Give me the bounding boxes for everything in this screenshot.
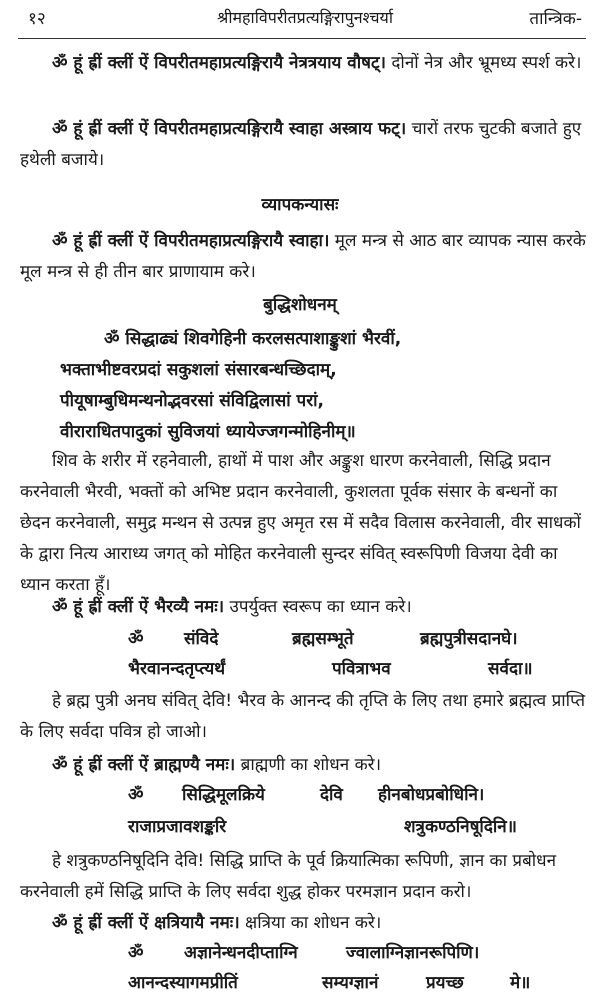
section-label: तान्त्रिक- (529, 9, 582, 29)
verse-word: सर्वदा॥ (488, 659, 533, 679)
verse-word: संविदे (184, 629, 219, 649)
instruction: चारों तरफ चुटकी बजाते हुए हथेली बजाये। (20, 119, 582, 170)
paragraph-kshatriya (20, 908, 586, 939)
verse-word: ब्रह्मसम्भूते (292, 629, 354, 649)
mantra: ॐ हूं ह्रीं क्लीं ऐं क्षत्रियायै नमः। (52, 913, 240, 933)
mantra: ॐ हूं ह्रीं क्लीं ऐं विपरीतमहाप्रत्यङ्गिरायै स्वाहा। (52, 231, 330, 251)
verse-word: प्रयच्छ (426, 973, 464, 993)
paragraph-bhairavi (20, 592, 586, 623)
mantra: ॐ हूं ह्रीं क्लीं ऐं विपरीतमहाप्रत्यङ्गिरायै नेत्रत्रयाय वौषट्। (52, 53, 386, 73)
verse-word: ब्रह्मपुत्रीसदानघे। (420, 629, 518, 649)
mantra: ॐ हूं ह्रीं क्लीं ऐं विपरीतमहाप्रत्यङ्गिरायै स्वाहा अस्त्राय फट्। (52, 119, 407, 139)
verse-word: ॐ (128, 629, 144, 649)
paragraph-netra (20, 48, 586, 79)
verse-word: भैरवानन्दतृप्त्यर्थं (128, 659, 226, 679)
verse-word: मे॥ (510, 973, 531, 993)
page-header (28, 6, 582, 32)
verse-word: अज्ञानेन्धनदीप्ताग्नि (184, 943, 298, 963)
instruction: मूल मन्त्र से आठ बार व्यापक न्यास करके मूल मन्त्र से ही तीन बार प्राणायाम करे। (20, 231, 586, 282)
verse-word: सम्यग्ज्ञानं (322, 973, 379, 993)
instruction: दोनों नेत्र और भ्रूमध्य स्पर्श करे। (386, 53, 582, 73)
paragraph-samvide-meaning: हे ब्रह्म पुत्री अनघ संवित् देवि! भैरव के आनन्द की तृप्ति के लिए तथा हमारे ब्रह्मत्व प्राप्ति के लिए सर्वदा पवित्र हो जाओ। (20, 691, 586, 742)
mantra: ॐ हूं ह्रीं क्लीं ऐं भैरव्यै नमः। (52, 597, 225, 617)
instruction: उपर्युक्त स्वरूप का ध्यान करे। (224, 597, 412, 617)
verse-line: भक्ताभीष्टवरप्रदां सकुशलां संसारबन्धच्छिदाम्, (60, 360, 337, 380)
paragraph-brahmani (20, 750, 586, 781)
heading-vyapaka-nyasa: व्यापकन्यासः (261, 195, 339, 215)
verse-word: ॐ (128, 943, 144, 963)
verse-word: आनन्दस्यागमप्रीतिं (128, 973, 238, 993)
verse-word: सिद्धिमूलक्रिये (182, 785, 265, 805)
verse-word: शत्रुकण्ठनिषूदिनि॥ (404, 817, 517, 837)
paragraph-dhyana-meaning: शिव के शरीर में रहनेवाली, हाथों में पाश और अङ्कुश धारण करनेवाली, सिद्धि प्रदान करनेवाली भैरवी, भक्तों को अभिष्ट प्रदान करनेवाली, कुशलता पूर्वक संसार के बन्धनों का छेदन करनेवाली, समुद्र मन्थन से उत्पन्न हुए अमृत रस में सदैव विलास करनेवाली, वीर साधकों के द्वारा नित्य आराध्य जगत् को मोहित करनेवाली सुन्दर संवित् स्वरूपिणी विजया देवी का ध्यान करता हूँ। (20, 451, 581, 595)
paragraph-astra (20, 114, 586, 176)
instruction: ब्राह्मणी का शोधन करे। (235, 755, 382, 775)
verse-word: पवित्राभव (332, 659, 391, 679)
verse-word: ॐ (128, 785, 144, 805)
verse-word: राजाप्रजावशङ्करि (128, 817, 227, 837)
heading-buddhishodhana: बुद्धिशोधनम् (263, 295, 337, 315)
verse-line: पीयूषाम्बुधिमन्थनोद्भवरसां संविद्विलासां परां, (60, 391, 325, 411)
instruction: क्षत्रिया का शोधन करे। (239, 913, 382, 933)
verse-dhyana (60, 324, 586, 448)
mantra: ॐ हूं ह्रीं क्लीं ऐं ब्राह्मण्यै नमः। (52, 755, 236, 775)
verse-word: हीनबोधप्रबोधिनि। (378, 785, 485, 805)
paragraph-vyapaka (20, 226, 586, 288)
verse-line: ॐ सिद्धाढ्यं शिवगेहिनी करलसत्पाशाङ्कुशां भैरवीं, (104, 329, 402, 349)
verse-word: देवि (320, 785, 343, 805)
page-number: १२ (28, 9, 46, 29)
verse-line: वीराराधितपादुकां सुविजयां ध्यायेज्जगन्मोहिनीम्॥ (60, 422, 356, 442)
header-rule (18, 38, 586, 39)
paragraph-shatrukantha-meaning: हे शत्रुकण्ठनिषूदिनि देवि! सिद्धि प्राप्ति के पूर्व क्रियात्मिका रूपिणी, ज्ञान का प्रबोधन करनेवाली हमें सिद्धि प्राप्ति के लिए सर्वदा शुद्ध होकर परमज्ञान प्रदान करो। (20, 851, 557, 902)
verse-word: ज्वालाग्निज्ञानरूपिणि। (346, 943, 480, 963)
running-title: श्रीमहाविपरीतप्रत्यङ्गिरापुनश्चर्या (217, 8, 393, 27)
